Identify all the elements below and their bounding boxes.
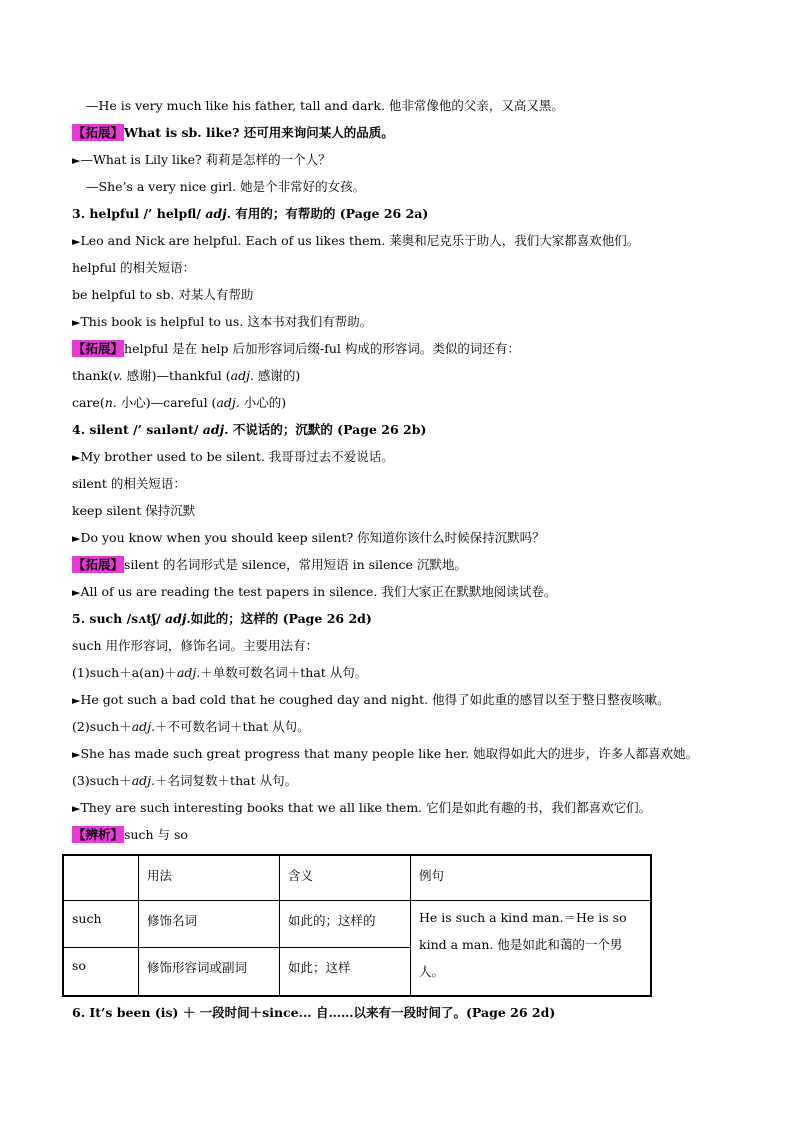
arrow-icon: ► xyxy=(72,694,81,707)
pos-label: n. xyxy=(104,395,117,410)
example-text: They are such interesting books that we all like them. 它们是如此有趣的书，我们都喜欢它们。 xyxy=(80,800,652,815)
extension-tag: 【拓展】 xyxy=(73,557,124,572)
text-part: thank( xyxy=(72,368,114,383)
arrow-icon: ► xyxy=(72,586,81,599)
comparison-tag: 【辨析】 xyxy=(73,827,124,842)
text-line: silent 的相关短语： xyxy=(72,476,186,491)
example-line: —He is very much like his father, tall and dark. 他非常像他的父亲，又高又黑。 xyxy=(86,98,564,113)
table-cell-usage: 修饰名词 xyxy=(139,901,280,948)
extension-text: silent 的名词形式是 silence，常用短语 in silence 沉默地。 xyxy=(124,557,467,572)
example-line xyxy=(72,308,692,335)
usage-rule xyxy=(72,767,692,794)
text-part: ＋不可数名词＋that 从句。 xyxy=(155,719,310,734)
text-part: (2)such＋ xyxy=(72,719,132,734)
arrow-icon: ► xyxy=(72,532,81,545)
text-line: helpful 的相关短语： xyxy=(72,260,196,275)
example-text: All of us are reading the test papers in silence. 我们大家正在默默地阅读试卷。 xyxy=(80,584,557,599)
heading-text: 4. silent /’ saılənt/ xyxy=(72,422,203,437)
usage-rule xyxy=(72,713,692,740)
table-header-cell: 例句 xyxy=(411,855,652,901)
pos-label: adj. xyxy=(131,773,156,788)
text-part: 感谢)—thankful ( xyxy=(122,368,231,383)
text-part: ＋单数可数名词＋that 从句。 xyxy=(200,665,368,680)
example-text: My brother used to be silent. 我哥哥过去不爱说话。 xyxy=(80,449,394,464)
extension-line xyxy=(72,551,692,578)
text-part: 感谢的) xyxy=(253,368,301,383)
table-cell-usage: 修饰形容词或副词 xyxy=(139,948,280,996)
table-cell-word: so xyxy=(63,948,139,996)
example-line xyxy=(72,443,692,470)
comparison-table xyxy=(62,854,652,997)
table-cell-meaning: 如此的；这样的 xyxy=(280,901,411,948)
text-part: (1)such＋a(an)＋ xyxy=(72,665,177,680)
document-page xyxy=(72,92,699,1026)
arrow-icon: ► xyxy=(72,451,81,464)
arrow-icon: ► xyxy=(72,235,81,248)
table-header-cell: 用法 xyxy=(139,855,280,901)
text-part: (3)such＋ xyxy=(72,773,132,788)
heading-text: 3. helpful /’ helpfl/ xyxy=(72,206,206,221)
text-part: 小心的) xyxy=(239,395,287,410)
heading-text: 如此的；这样的 (Page 26 2d) xyxy=(190,611,372,626)
table-header-row xyxy=(63,855,651,901)
pos-label: adj. xyxy=(165,611,191,626)
example-text: He got such a bad cold that he coughed day and night. 他得了如此重的感冒以至于整日整夜咳嗽。 xyxy=(80,692,670,707)
extension-text: What is sb. like? 还可用来询问某人的品质。 xyxy=(124,125,394,140)
section-heading-5 xyxy=(72,605,692,632)
section-heading-3 xyxy=(72,200,692,227)
example-line xyxy=(72,146,692,173)
text-line: such 用作形容词，修饰名词。主要用法有： xyxy=(72,638,318,653)
example-text: Leo and Nick are helpful. Each of us likes them. 莱奥和尼克乐于助人，我们大家都喜欢他们。 xyxy=(80,233,640,248)
example-line xyxy=(72,686,692,713)
table-header-cell: 含义 xyxy=(280,855,411,901)
example-text: Do you know when you should keep silent? 你知道你该什么时候保持沉默吗？ xyxy=(80,530,545,545)
text-line: be helpful to sb. 对某人有帮助 xyxy=(72,287,254,302)
arrow-icon: ► xyxy=(72,154,81,167)
example-text: She has made such great progress that many people like her. 她取得如此大的进步，许多人都喜欢她。 xyxy=(80,746,699,761)
arrow-icon: ► xyxy=(72,748,81,761)
heading-text: 不说话的；沉默的 (Page 26 2b) xyxy=(228,422,427,437)
comparison-text: such 与 so xyxy=(124,827,188,842)
text-part: care( xyxy=(72,395,105,410)
table-cell-meaning: 如此；这样 xyxy=(280,948,411,996)
example-line xyxy=(72,524,692,551)
example-text: This book is helpful to us. 这本书对我们有帮助。 xyxy=(80,314,373,329)
extension-tag: 【拓展】 xyxy=(73,125,124,140)
extension-line xyxy=(72,335,692,362)
table-cell-example: He is such a kind man.＝He is so kind a man. 他是如此和蔼的一个男人。 xyxy=(411,901,652,997)
text-part: ＋名词复数＋that 从句。 xyxy=(155,773,298,788)
example-line: —She’s a very nice girl. 她是个非常好的女孩。 xyxy=(86,179,366,194)
example-line xyxy=(72,227,692,254)
pos-label: v. xyxy=(113,368,123,383)
extension-tag: 【拓展】 xyxy=(73,341,124,356)
arrow-icon: ► xyxy=(72,802,81,815)
pos-label: adj. xyxy=(230,368,254,383)
heading-text: 5. such /sʌtʃ/ xyxy=(72,611,166,626)
text-part: 小心)—careful ( xyxy=(116,395,217,410)
example-text: —What is Lily like? 莉莉是怎样的一个人？ xyxy=(80,152,331,167)
table-row xyxy=(63,901,651,948)
pos-label: adj. xyxy=(131,719,156,734)
heading-text: 有用的；有帮助的 (Page 26 2a) xyxy=(231,206,429,221)
pos-label: adj. xyxy=(176,665,201,680)
pos-label: adj. xyxy=(205,206,232,221)
text-line xyxy=(72,389,692,416)
pos-label: adj. xyxy=(202,422,229,437)
example-line xyxy=(72,578,692,605)
arrow-icon: ► xyxy=(72,316,81,329)
example-line xyxy=(72,794,692,821)
usage-rule xyxy=(72,659,692,686)
comparison-line xyxy=(72,821,692,848)
table-header-cell xyxy=(63,855,139,901)
extension-line xyxy=(72,119,692,146)
pos-label: adj. xyxy=(216,395,240,410)
section-heading-6: 6. It’s been (is) ＋ 一段时间＋since... 自……以来有一段时间了。(Page 26 2d) xyxy=(72,1005,556,1020)
text-line: keep silent 保持沉默 xyxy=(72,503,196,518)
section-heading-4 xyxy=(72,416,692,443)
table-cell-word: such xyxy=(63,901,139,948)
example-line xyxy=(72,740,699,767)
text-line xyxy=(72,362,692,389)
extension-text: helpful 是在 help 后加形容词后缀-ful 构成的形容词。类似的词还有： xyxy=(124,341,520,356)
